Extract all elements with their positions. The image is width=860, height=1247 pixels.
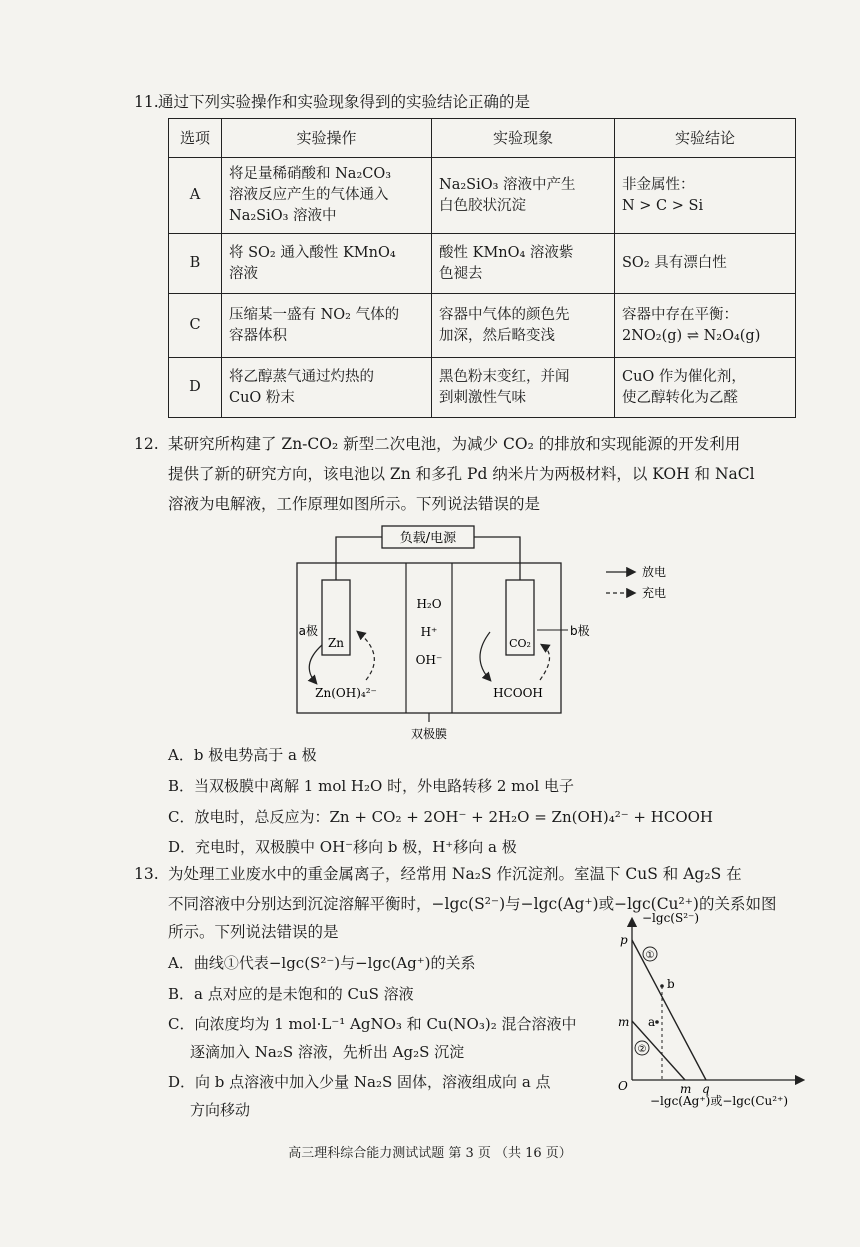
row-option: C: [169, 294, 222, 358]
row-option: A: [169, 158, 222, 234]
point-b-label: b: [667, 977, 675, 991]
cell-line: 使乙醇转化为乙醛: [622, 389, 738, 406]
curve-1: [632, 940, 706, 1080]
a-pole-label: a极: [298, 624, 318, 638]
charge-arrow-right: [540, 645, 550, 680]
question-number: 11.: [134, 93, 159, 111]
row-phenomenon: [432, 158, 615, 234]
cell-line: Na₂SiO₃ 溶液中产生: [439, 176, 576, 193]
point-a-label: a: [648, 1015, 656, 1029]
row-operation: [222, 158, 432, 234]
question-stem-line: 不同溶液中分别达到沉淀溶解平衡时，−lgc(S²⁻)与−lgc(Ag⁺)或−lgc(Cu²⁺)的关系如图: [168, 895, 777, 913]
header-operation: 实验操作: [222, 119, 432, 158]
row-option: B: [169, 234, 222, 294]
row-operation: [222, 358, 432, 418]
cell-line: 加深，然后略变浅: [439, 327, 555, 344]
option-c-cont: 逐滴加入 Na₂S 溶液，先析出 Ag₂S 沉淀: [190, 1043, 465, 1061]
cell-line: 到刺激性气味: [439, 389, 526, 406]
row-operation: [222, 234, 432, 294]
origin-label: O: [618, 1079, 628, 1093]
curve-1-label: ①: [645, 950, 655, 961]
table-row: [169, 358, 796, 418]
cell-line: 黑色粉末变红，并闻: [439, 368, 570, 385]
right-wire: [474, 537, 520, 580]
header-option: 选项: [169, 119, 222, 158]
discharge-arrow-right: [480, 632, 490, 680]
p-label: p: [620, 933, 628, 947]
znoh-label: Zn(OH)₄²⁻: [315, 686, 377, 700]
question-stem-line: 溶液为电解液，工作原理如图所示。下列说法错误的是: [168, 495, 541, 513]
curve-2-label: ②: [637, 1044, 647, 1055]
option-d-cont: 方向移动: [190, 1101, 251, 1119]
x-axis-label: −lgc(Ag⁺)或−lgc(Cu²⁺): [650, 1094, 789, 1108]
cell-line: 将足量稀硝酸和 Na₂CO₃: [229, 166, 392, 182]
point-a: [655, 1020, 659, 1024]
cell-line: 将 SO₂ 通入酸性 KMnO₄: [229, 244, 396, 261]
ion-hplus: H⁺: [420, 625, 438, 639]
table-row: [169, 294, 796, 358]
option-a: A．曲线①代表−lgc(S²⁻)与−lgc(Ag⁺)的关系: [168, 954, 476, 972]
cell-line: 非金属性：: [622, 176, 695, 193]
row-conclusion: [615, 158, 796, 234]
cell-line: 容器体积: [229, 327, 287, 344]
question-stem-line: 提供了新的研究方向，该电池以 Zn 和多孔 Pd 纳米片为两极材料，以 KOH 和 NaCl: [168, 465, 755, 483]
option-d: D．充电时，双极膜中 OH⁻移向 b 极，H⁺移向 a 极: [168, 838, 517, 856]
m-y-label: m: [618, 1015, 630, 1029]
row-option: D: [169, 358, 222, 418]
option-c: C．向浓度均为 1 mol·L⁻¹ AgNO₃ 和 Cu(NO₃)₂ 混合溶液中: [168, 1015, 577, 1033]
m-x-label: m: [680, 1082, 692, 1096]
cell-line: 容器中存在平衡：: [622, 306, 738, 323]
hcooh-label: HCOOH: [493, 686, 543, 700]
option-c: C．放电时，总反应为：Zn + CO₂ + 2OH⁻ + 2H₂O = Zn(OH)₄²⁻ + HCOOH: [168, 808, 713, 826]
solubility-graph: [610, 908, 840, 1113]
row-conclusion: [615, 294, 796, 358]
cell-line: SO₂ 具有漂白性: [622, 255, 727, 271]
table-row: [169, 234, 796, 294]
header-conclusion: 实验结论: [615, 119, 796, 158]
row-phenomenon: [432, 294, 615, 358]
cell-line: 2NO₂(g) ⇌ N₂O₄(g): [622, 327, 761, 344]
page-footer: 高三理科综合能力测试试题 第 3 页 （共 16 页）: [288, 1146, 572, 1161]
question-stem-line: 为处理工业废水中的重金属离子，经常用 Na₂S 作沉淀剂。室温下 CuS 和 Ag₂S 在: [168, 865, 742, 883]
row-operation: [222, 294, 432, 358]
legend-discharge: 放电: [642, 565, 667, 579]
cell-line: N > C > Si: [622, 197, 704, 214]
cell-line: 压缩某一盛有 NO₂ 气体的: [229, 306, 400, 323]
co2-label: CO₂: [509, 637, 531, 650]
row-conclusion: [615, 358, 796, 418]
option-b: B．当双极膜中离解 1 mol H₂O 时，外电路转移 2 mol 电子: [168, 777, 574, 795]
question-stem: 通过下列实验操作和实验现象得到的实验结论正确的是: [158, 93, 531, 111]
option-b: B．a 点对应的是未饱和的 CuS 溶液: [168, 985, 414, 1003]
table-row: [169, 158, 796, 234]
cell-line: 酸性 KMnO₄ 溶液紫: [439, 244, 574, 261]
zn-label: Zn: [327, 636, 345, 650]
ion-h2o: H₂O: [416, 597, 442, 611]
table-header-row: [169, 119, 796, 158]
load-label: 负载/电源: [399, 531, 457, 546]
left-wire: [336, 537, 382, 580]
cell-line: CuO 作为催化剂，: [622, 368, 746, 385]
header-phenomenon: 实验现象: [432, 119, 615, 158]
y-axis-label: −lgc(S²⁻): [642, 911, 700, 925]
membrane-label: 双极膜: [410, 727, 448, 741]
option-d: D．向 b 点溶液中加入少量 Na₂S 固体，溶液组成向 a 点: [168, 1073, 551, 1091]
cell-line: 将乙醇蒸气通过灼热的: [229, 368, 374, 385]
cell-line: 溶液反应产生的气体通入: [229, 187, 389, 203]
cell-line: 色褪去: [439, 265, 483, 282]
question-number: 12.: [134, 435, 159, 453]
row-phenomenon: [432, 358, 615, 418]
cell-line: 白色胶状沉淀: [439, 197, 526, 214]
cell-line: CuO 粉末: [229, 389, 295, 406]
experiment-table: [168, 118, 796, 418]
point-b: [660, 984, 664, 988]
legend-charge: 充电: [642, 586, 667, 600]
ion-ohminus: OH⁻: [415, 653, 443, 667]
battery-diagram: [250, 520, 690, 745]
b-pole-label: b极: [570, 624, 590, 638]
row-phenomenon: [432, 234, 615, 294]
cell-line: 容器中气体的颜色先: [439, 306, 570, 323]
option-a: A．b 极电势高于 a 极: [168, 746, 317, 764]
question-stem-line: 所示。下列说法错误的是: [168, 923, 339, 941]
q-label: q: [702, 1082, 710, 1096]
question-stem-line: 某研究所构建了 Zn-CO₂ 新型二次电池，为减少 CO₂ 的排放和实现能源的开发利用: [168, 435, 741, 453]
cell-line: Na₂SiO₃ 溶液中: [229, 208, 337, 224]
row-conclusion: [615, 234, 796, 294]
discharge-arrow-left: [309, 645, 322, 683]
cell-line: 溶液: [229, 265, 258, 282]
charge-arrow-left: [358, 632, 374, 680]
question-number: 13.: [134, 865, 159, 883]
